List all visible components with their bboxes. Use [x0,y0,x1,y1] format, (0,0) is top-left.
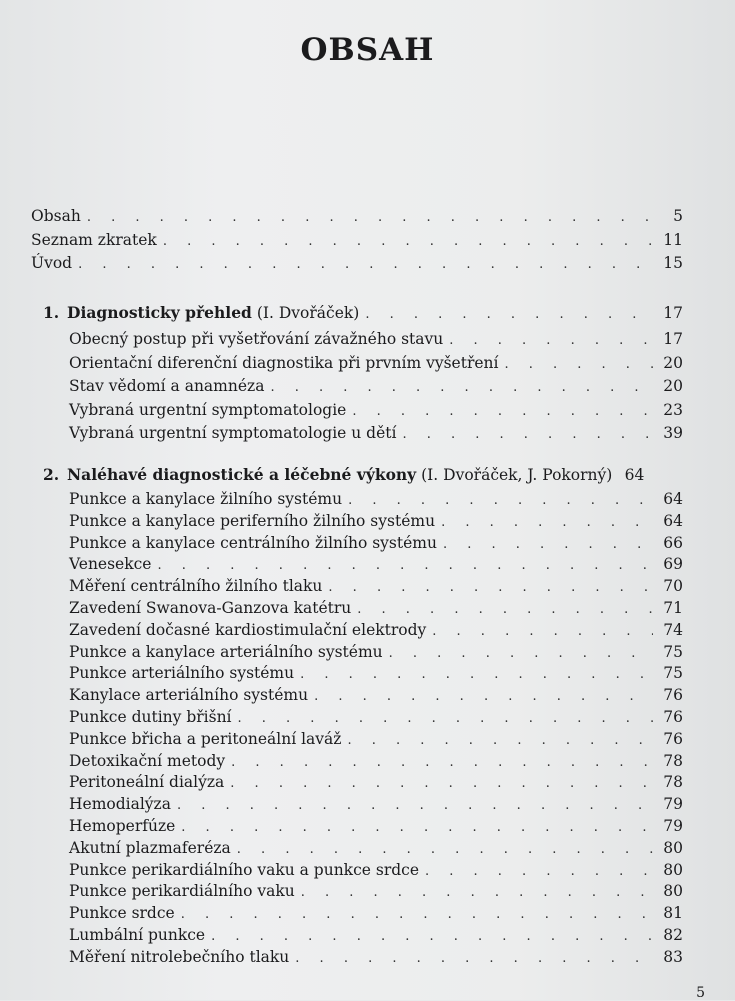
leader-dots [231,752,653,774]
leader-dots [357,599,653,621]
toc-subentry-page: 80 [663,838,683,857]
leader-dots [78,254,653,276]
chapter-heading[interactable] [43,464,683,486]
toc-subentry-title: Punkce a kanylace centrálního žilního systému [69,533,437,552]
toc-subentry-page: 64 [663,511,683,530]
chapter-authors: (I. Dvořáček) [256,304,360,322]
toc-subentry[interactable] [69,488,683,510]
toc-subentry[interactable] [69,597,683,619]
leader-dots [425,861,653,883]
toc-subentry[interactable] [69,619,683,641]
toc-subentry[interactable] [69,352,683,374]
leader-dots [443,534,653,556]
toc-subentry[interactable] [69,815,683,837]
toc-entry-title: Obsah [31,207,81,225]
toc-subentry-page: 76 [663,708,683,726]
leader-dots [365,304,653,326]
toc-subentry[interactable] [69,750,683,772]
toc-subentry[interactable] [69,902,683,924]
toc-subentry-title: Kanylace arteriálního systému [69,686,309,705]
toc-subentry[interactable] [69,684,683,706]
toc-subentry-page: 23 [663,400,683,419]
toc-subentry-title: Vybraná urgentní symptomatologie u dětí [69,424,397,442]
toc-subentry[interactable] [69,706,683,728]
toc-entry[interactable] [31,229,683,251]
toc-subentry-title: Punkce břicha a peritoneální laváž [69,729,342,748]
toc-subentry-title: Punkce a kanylace periferního žilního systému [69,511,436,530]
toc-subentry-title: Měření nitrolebečního tlaku [69,947,290,966]
toc-subentry-title: Hemodialýza [69,795,171,814]
leader-dots [314,686,653,708]
toc-subentry-title: Měření centrálního žilního tlaku [69,577,323,596]
toc-subentry[interactable] [69,924,683,946]
leader-dots [270,377,653,399]
chapter-title-wrap [67,464,612,486]
toc-subentry-page: 79 [663,795,683,814]
toc-subentry[interactable] [69,837,683,859]
leader-dots [352,401,653,423]
toc-entry-page: 5 [673,207,683,225]
toc-subentry-title: Punkce arteriálního systému [69,664,295,683]
chapter-title-wrap [67,302,359,324]
leader-dots [402,424,653,446]
toc-subentry[interactable] [69,771,683,793]
toc-subentry-title: Obecný postup při vyšetřování závažného stavu [69,330,444,348]
toc-entry-page: 11 [663,231,683,249]
toc-entry[interactable] [31,252,683,274]
leader-dots [449,330,653,352]
toc-subentry[interactable] [69,641,683,663]
toc-subentry-page: 81 [663,904,683,923]
toc-subentry-page: 70 [663,577,683,596]
leader-dots [295,948,653,970]
toc-subentry-title: Peritoneální dialýza [69,773,225,792]
leader-dots [432,621,653,643]
leader-dots [87,207,653,229]
toc-subentry[interactable] [69,946,683,968]
toc-subentry[interactable] [69,553,683,575]
toc-entry-title: Seznam zkratek [31,231,157,249]
leader-dots [441,512,653,534]
toc-subentry[interactable] [69,328,683,350]
toc-entry-title: Úvod [31,254,73,272]
toc-subentry-page: 71 [663,599,683,617]
toc-subentry-title: Stav vědomí a anamnéza [69,377,265,395]
chapter-number: 1. [43,303,60,322]
leader-dots [301,882,653,904]
chapter-title: Diagnosticky přehled [67,303,252,322]
toc-subentry-page: 76 [663,729,683,748]
chapter-page: 17 [663,304,683,322]
toc-subentry-title: Punkce perikardiálního vaku [69,882,295,901]
toc-subentry-page: 39 [663,424,683,442]
page-heading: OBSAH [300,32,435,68]
chapter-title: Naléhavé diagnostické a léčebné výkony [67,465,417,484]
toc-subentry-title: Orientační diferenční diagnostika při prvním vyšetření [69,353,499,372]
toc-subentry-page: 76 [663,686,683,705]
toc-subentry-title: Venesekce [69,555,152,574]
chapter-page: 64 [624,466,645,484]
toc-subentry-page: 75 [663,664,683,683]
leader-dots [163,231,653,253]
toc-subentry-page: 75 [663,642,683,661]
leader-dots [300,664,653,686]
toc-entry-page: 15 [663,254,683,272]
leader-dots [347,730,653,752]
toc-subentry-page: 82 [663,926,683,944]
toc-subentry[interactable] [69,859,683,881]
toc-subentry-page: 80 [663,882,683,901]
leader-dots [181,904,653,926]
leader-dots [328,577,653,599]
toc-subentry-page: 78 [663,773,683,792]
toc-subentry-title: Lumbální punkce [69,926,206,944]
leader-dots [181,817,653,839]
toc-entry[interactable] [31,205,683,227]
toc-subentry-page: 83 [663,947,683,966]
toc-subentry[interactable] [69,575,683,597]
toc-subentry-title: Detoxikační metody [69,751,226,770]
page-corner-mark: 5 [696,985,705,1001]
toc-subentry-title: Punkce dutiny břišní [69,708,232,726]
toc-subentry-page: 69 [663,555,683,574]
toc-subentry[interactable] [69,375,683,397]
toc-subentry-title: Zavedení Swanova-Ganzova katétru [69,599,352,617]
toc-subentry-page: 66 [663,533,683,552]
leader-dots [504,354,653,376]
leader-dots [237,839,653,861]
toc-subentry-title: Hemoperfúze [69,817,176,835]
toc-subentry[interactable] [69,422,683,444]
toc-subentry-page: 74 [663,620,683,639]
toc-subentry-title: Punkce srdce [69,904,175,923]
chapter-heading[interactable] [43,302,683,324]
toc-subentry-page: 20 [663,353,683,372]
toc-subentry-title: Zavedení dočasné kardiostimulační elektrody [69,620,427,639]
toc-subentry-page: 20 [663,377,683,395]
leader-dots [238,708,653,730]
toc-subentry[interactable] [69,399,683,421]
toc-subentry[interactable] [69,728,683,750]
toc-subentry-title: Punkce a kanylace žilního systému [69,490,343,508]
toc-subentry[interactable] [69,793,683,815]
leader-dots [211,926,653,948]
toc-subentry-title: Punkce a kanylace arteriálního systému [69,642,383,661]
toc-subentry[interactable] [69,662,683,684]
leader-dots [348,490,653,512]
toc-subentry[interactable] [69,880,683,902]
leader-dots [177,795,653,817]
leader-dots [389,643,653,665]
toc-subentry-page: 17 [663,330,683,348]
chapter-authors: (I. Dvořáček, J. Pokorný) [421,466,613,484]
toc-subentry-title: Akutní plazmaferéza [69,838,231,857]
leader-dots [157,555,653,577]
toc-subentry-page: 79 [663,817,683,835]
toc-subentry-page: 78 [663,751,683,770]
toc-subentry-title: Vybraná urgentní symptomatologie [69,400,347,419]
toc-subentry[interactable] [69,510,683,532]
toc-subentry-title: Punkce perikardiálního vaku a punkce srdce [69,860,419,879]
toc-subentry-page: 80 [663,860,683,879]
toc-subentry-page: 64 [663,490,683,508]
leader-dots [230,773,653,795]
toc-subentry[interactable] [69,532,683,554]
chapter-number: 2. [43,465,60,484]
